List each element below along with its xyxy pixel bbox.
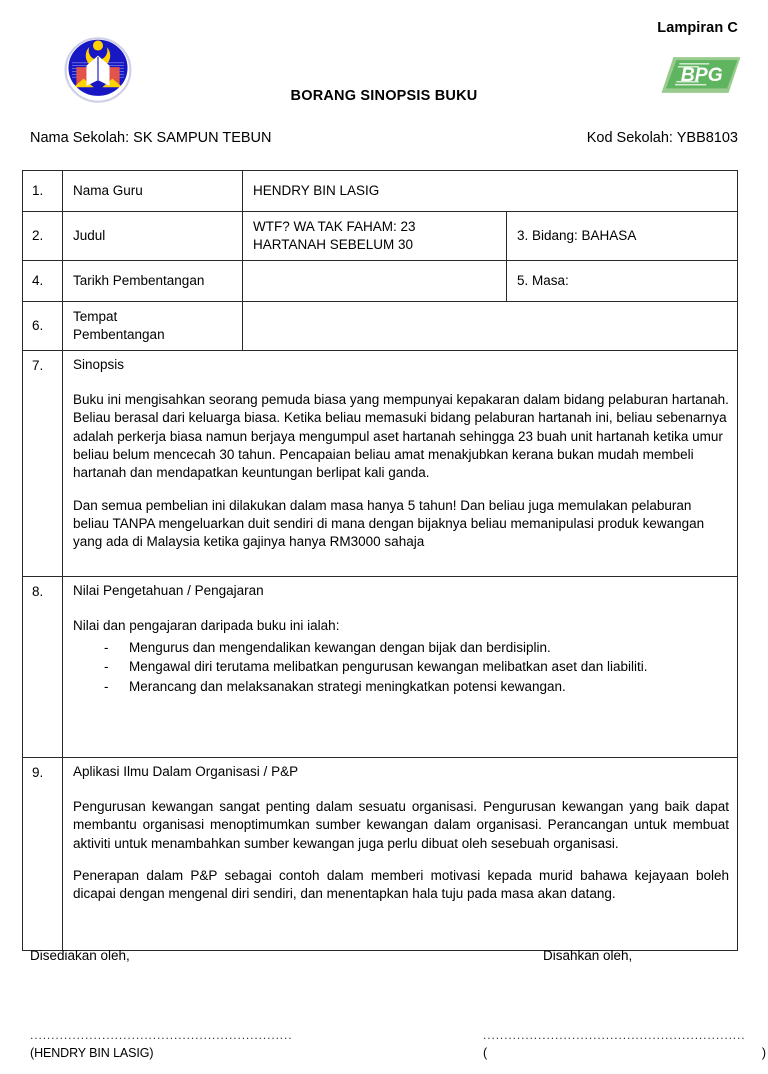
table-row-aplikasi-ilmu	[23, 758, 738, 951]
paren-open: (	[483, 1046, 488, 1060]
row-number-1: 1.	[23, 171, 63, 212]
book-synopsis-form-table	[22, 170, 738, 951]
sinopsis-paragraph-2: Dan semua pembelian ini dilakukan dalam masa hanya 5 tahun! Dan beliau juga memulakan pelaburan beliau TANPA mengeluarkan duit sendiri di mana dengan bijaknya beliau memanipulasi produk kewangan yang ada di Malaysia ketika gajinya hanya RM3000 sahaja	[73, 497, 705, 550]
signature-line-verified[interactable]: ..............................................................	[483, 1030, 746, 1042]
verified-signer-name-placeholder[interactable]	[483, 1046, 768, 1062]
nilai-body	[73, 617, 729, 696]
aplikasi-paragraph-2: Penerapan dalam P&P sebagai contoh dalam memberi motivasi kepada murid bahawa kejayaan boleh dicapai dengan mengenal diri sendiri, dan menentapkan hala tuju pada masa akan datang.	[73, 868, 730, 902]
row-label-judul: Judul	[63, 212, 243, 261]
row-value-tempat-pembentangan[interactable]	[243, 302, 738, 351]
table-row-tarikh-pembentangan	[23, 261, 738, 302]
signature-block-prepared	[30, 1030, 330, 1060]
list-item-text: Mengawal diri terutama melibatkan pengurusan kewangan melibatkan aset dan liabiliti.	[129, 659, 648, 675]
school-name: Nama Sekolah: SK SAMPUN TEBUN	[30, 130, 272, 146]
section-sinopsis[interactable]	[63, 351, 738, 577]
row-label-nama-guru: Nama Guru	[63, 171, 243, 212]
nilai-intro: Nilai dan pengajaran daripada buku ini ialah:	[73, 617, 340, 633]
row-value-masa[interactable]: 5. Masa:	[507, 261, 738, 302]
row-number-2: 2.	[23, 212, 63, 261]
row-value-tarikh-pembentangan[interactable]	[243, 261, 507, 302]
section-heading-aplikasi-ilmu: Aplikasi Ilmu Dalam Organisasi / P&P	[73, 764, 299, 779]
section-aplikasi-ilmu[interactable]	[63, 758, 738, 951]
bpg-logo-text: BPG	[680, 63, 723, 86]
signature-labels-row	[30, 948, 738, 972]
row-number-9: 9.	[23, 758, 63, 951]
row-number-6: 6.	[23, 302, 63, 351]
table-row-nama-guru	[23, 171, 738, 212]
nilai-bullet-list	[73, 638, 729, 695]
school-code: Kod Sekolah: YBB8103	[586, 130, 738, 146]
table-row-judul	[23, 212, 738, 261]
list-item-text: Merancang dan melaksanakan strategi meningkatkan potensi kewangan.	[129, 678, 566, 694]
row-value-judul[interactable]	[243, 212, 507, 261]
sinopsis-paragraph-1: Buku ini mengisahkan seorang pemuda biasa yang mempunyai kepakaran dalam bidang pelaburan hartanah. Beliau berasal dari keluarga biasa. Ketika beliau memasuki bidang pelaburan hartanah ini, beliau sebenarnya adalah perkerja biasa namun berjaya mengumpul aset hartanah sehingga 23 buah unit hartanah ketika umur beliau belum mencecah 30 tahun. Pencapaian beliau amat menakjubkan kerana bukan mudah membeli hartanah dan mendapatkan keuntungan berlipat kali ganda.	[73, 391, 729, 481]
bullet-dash-icon: -	[104, 659, 109, 675]
list-item	[73, 657, 729, 676]
list-item	[73, 638, 729, 657]
row-label-tarikh-pembentangan: Tarikh Pembentangan	[63, 261, 243, 302]
row-number-8: 8.	[23, 577, 63, 758]
section-heading-sinopsis: Sinopsis	[73, 357, 125, 372]
prepared-by-label: Disediakan oleh,	[30, 948, 130, 963]
sinopsis-body	[73, 391, 729, 552]
table-row-tempat-pembentangan	[23, 302, 738, 351]
judul-line-2: HARTANAH SEBELUM 30	[253, 237, 414, 252]
verified-by-label: Disahkan oleh,	[543, 948, 633, 963]
list-item-text: Mengurus dan mengendalikan kewangan dengan bijak dan berdisiplin.	[129, 640, 551, 656]
bullet-dash-icon: -	[104, 640, 109, 656]
appendix-label: Lampiran C	[657, 20, 738, 36]
school-info-line	[30, 130, 738, 146]
aplikasi-paragraph-1: Pengurusan kewangan sangat penting dalam sesuatu organisasi. Pengurusan kewangan yang baik dapat membantu organisasi menoptimumkan sumber kewangan dalam organisasi. Perancangan untuk membuat aktiviti untuk menambahkan sumber kewangan juga perlu dibuat oleh sesebuah organisasi.	[73, 798, 730, 851]
list-item	[73, 677, 729, 696]
table-row-nilai-pengetahuan	[23, 577, 738, 758]
section-nilai-pengetahuan[interactable]	[63, 577, 738, 758]
section-heading-nilai-pengetahuan: Nilai Pengetahuan / Pengajaran	[73, 583, 264, 598]
row-label-tempat-pembentangan	[63, 302, 243, 351]
page-title: BORANG SINOPSIS BUKU	[290, 88, 478, 104]
table-row-sinopsis	[23, 351, 738, 577]
tempat-label-line-1: Tempat	[73, 309, 118, 325]
paren-close: )	[761, 1046, 766, 1060]
row-value-nama-guru[interactable]: HENDRY BIN LASIG	[243, 171, 738, 212]
signature-line-prepared[interactable]: ..............................................................	[30, 1030, 293, 1042]
row-number-7: 7.	[23, 351, 63, 577]
prepared-signer-name: (HENDRY BIN LASIG)	[30, 1046, 154, 1060]
judul-line-1: WTF? WA TAK FAHAM: 23	[253, 219, 416, 235]
row-number-4: 4.	[23, 261, 63, 302]
tempat-label-line-2: Pembentangan	[73, 327, 165, 342]
row-value-bidang[interactable]: 3. Bidang: BAHASA	[507, 212, 738, 261]
bullet-dash-icon: -	[104, 678, 109, 694]
aplikasi-body	[73, 798, 729, 904]
signature-block-verified	[483, 1030, 768, 1062]
